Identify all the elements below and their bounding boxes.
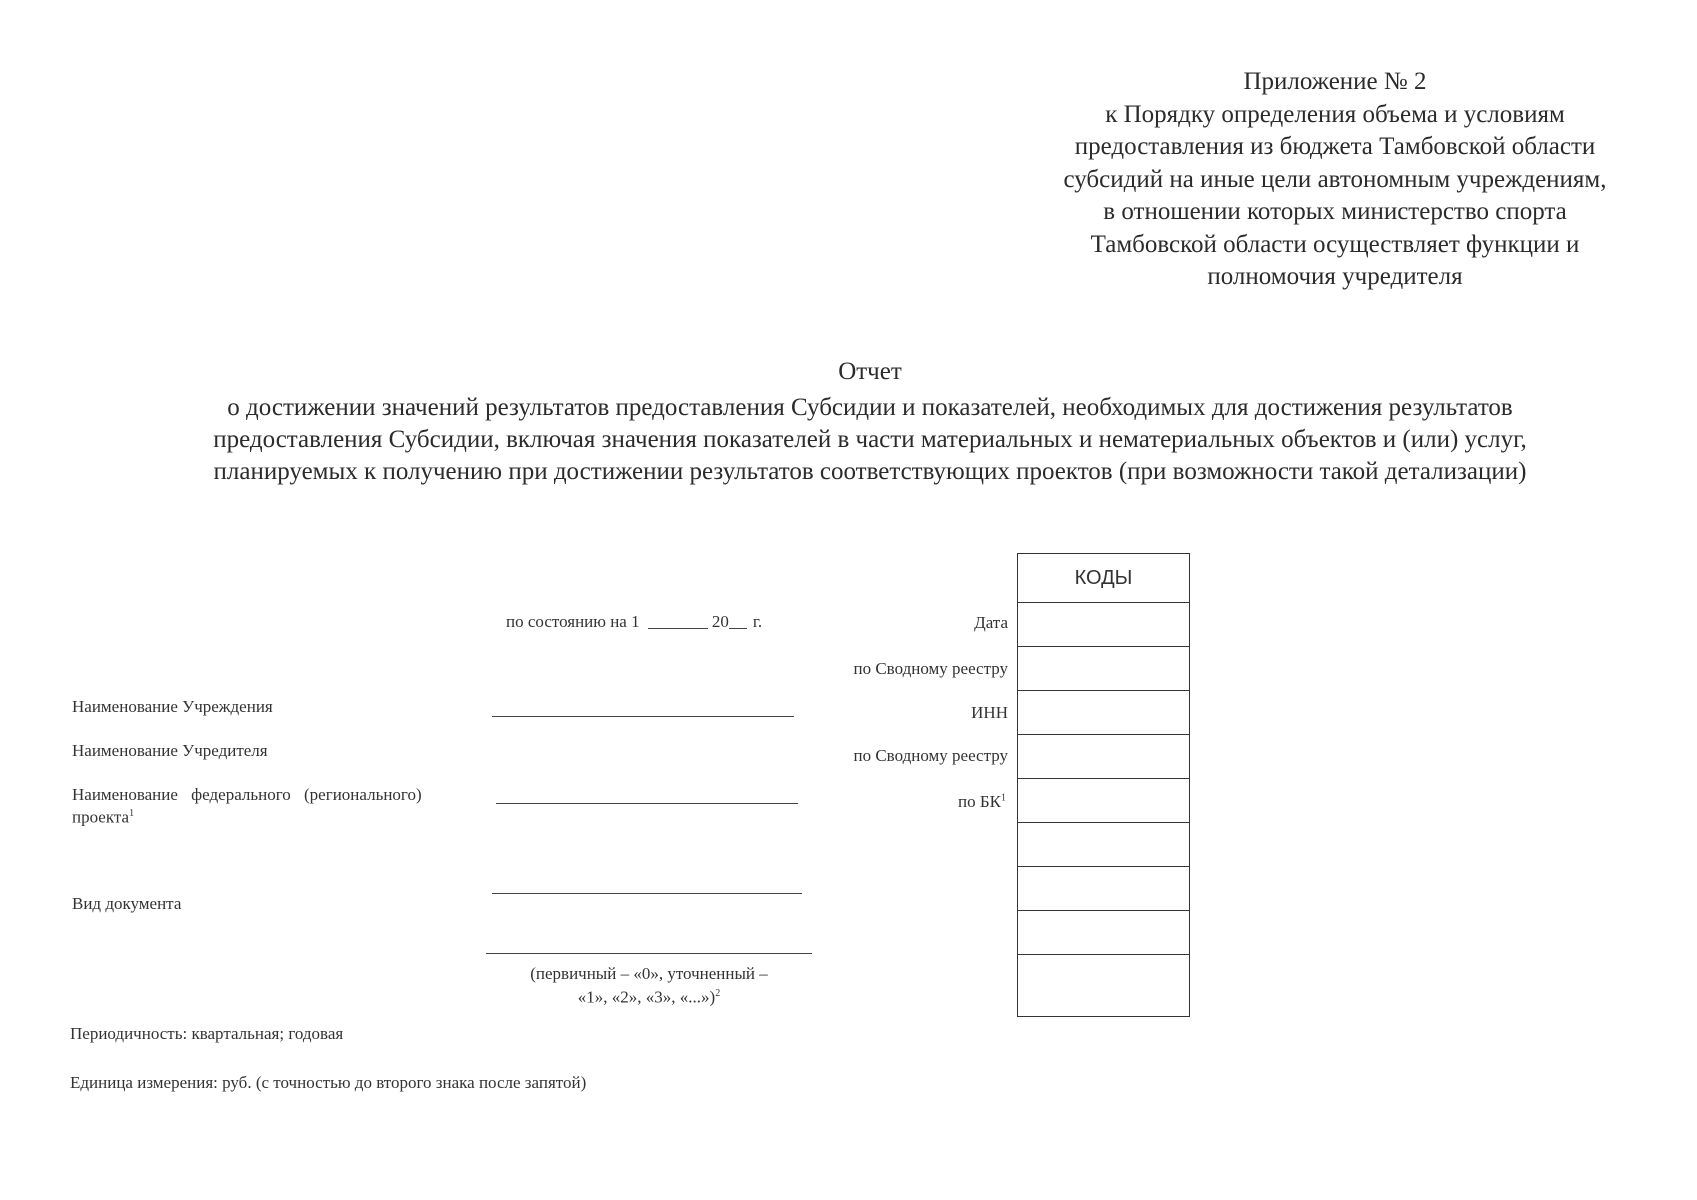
appendix-line: Тамбовской области осуществляет функции и bbox=[1090, 230, 1580, 258]
doc-type-hint bbox=[486, 964, 812, 1008]
appendix-line: предоставления из бюджета Тамбовской области bbox=[1074, 133, 1596, 160]
founder-label: Наименование Учредителя bbox=[72, 741, 268, 760]
as-of-year-blank[interactable] bbox=[729, 628, 747, 629]
as-of-day-blank[interactable] bbox=[648, 628, 708, 629]
project-label-line1 bbox=[72, 785, 482, 804]
subtitle-line: о достижении значений результатов предоставления Субсидии и показателей, необходимых для достижения результатов bbox=[227, 394, 1513, 421]
project-label bbox=[72, 785, 482, 827]
project-label-word: проекта bbox=[72, 807, 130, 827]
codes-header: КОДЫ bbox=[1018, 554, 1190, 603]
code-cell-bk[interactable] bbox=[1018, 779, 1190, 823]
doc-type-footnote: 2 bbox=[715, 988, 721, 999]
code-cell-extra4[interactable] bbox=[1018, 955, 1190, 1017]
code-cell-registry1[interactable] bbox=[1018, 647, 1190, 691]
doc-type-label: Вид документа bbox=[72, 894, 182, 913]
codes-label-bk-text: по БК bbox=[958, 792, 1001, 811]
institution-label: Наименование Учреждения bbox=[72, 697, 273, 716]
project-field[interactable] bbox=[496, 803, 798, 804]
subtitle-line: предоставления Субсидии, включая значения показателей в части материальных и нематериальных объектов и (или) услуг, bbox=[213, 426, 1527, 453]
doc-type-field-top[interactable] bbox=[492, 893, 802, 894]
periodicity: Периодичность: квартальная; годовая bbox=[70, 1024, 344, 1043]
appendix-line: к Порядку определения объема и условиям bbox=[1105, 100, 1565, 128]
codes-table bbox=[1017, 553, 1190, 1017]
appendix-note bbox=[1005, 66, 1665, 294]
project-label-line2 bbox=[72, 804, 482, 827]
as-of-suffix: г. bbox=[752, 612, 763, 631]
doc-type-hint-line1: (первичный – «0», уточненный – bbox=[530, 964, 768, 983]
subtitle-line: планируемых к получению при достижении результатов соответствующих проектов (при возможности такой детализации) bbox=[213, 458, 1527, 485]
appendix-line: Приложение № 2 bbox=[1243, 68, 1427, 95]
appendix-line: полномочия учредителя bbox=[1207, 263, 1463, 290]
unit-of-measure: Единица измерения: руб. (с точностью до второго знака после запятой) bbox=[70, 1073, 587, 1092]
codes-label-inn: ИНН bbox=[971, 703, 1008, 722]
as-of-prefix: по состоянию на 1 bbox=[506, 612, 640, 631]
report-subtitle bbox=[100, 392, 1640, 488]
doc-type-hint-line2 bbox=[486, 984, 812, 1008]
bk-footnote: 1 bbox=[1001, 792, 1006, 804]
codes-label-registry1: по Сводному реестру bbox=[853, 659, 1008, 678]
code-cell-inn[interactable] bbox=[1018, 691, 1190, 735]
codes-label-date: Дата bbox=[974, 613, 1008, 632]
as-of-date-line bbox=[506, 612, 762, 632]
doc-type-hint-text: «1», «2», «3», «...») bbox=[577, 987, 716, 1007]
as-of-year: 20 bbox=[711, 612, 729, 631]
report-title: Отчет bbox=[838, 358, 902, 385]
codes-label-registry2: по Сводному реестру bbox=[853, 746, 1008, 765]
institution-field[interactable] bbox=[492, 716, 794, 717]
code-cell-registry2[interactable] bbox=[1018, 735, 1190, 779]
code-cell-extra2[interactable] bbox=[1018, 867, 1190, 911]
appendix-line: субсидий на иные цели автономным учреждениям, bbox=[1063, 165, 1607, 193]
code-cell-extra3[interactable] bbox=[1018, 911, 1190, 955]
appendix-line: в отношении которых министерство спорта bbox=[1103, 198, 1567, 225]
project-label-text: Наименование федерального (регионального) bbox=[72, 785, 422, 804]
code-cell-date[interactable] bbox=[1018, 603, 1190, 647]
project-footnote: 1 bbox=[129, 808, 135, 819]
code-cell-extra1[interactable] bbox=[1018, 823, 1190, 867]
doc-type-field[interactable] bbox=[486, 953, 812, 954]
codes-label-bk bbox=[800, 792, 1006, 812]
